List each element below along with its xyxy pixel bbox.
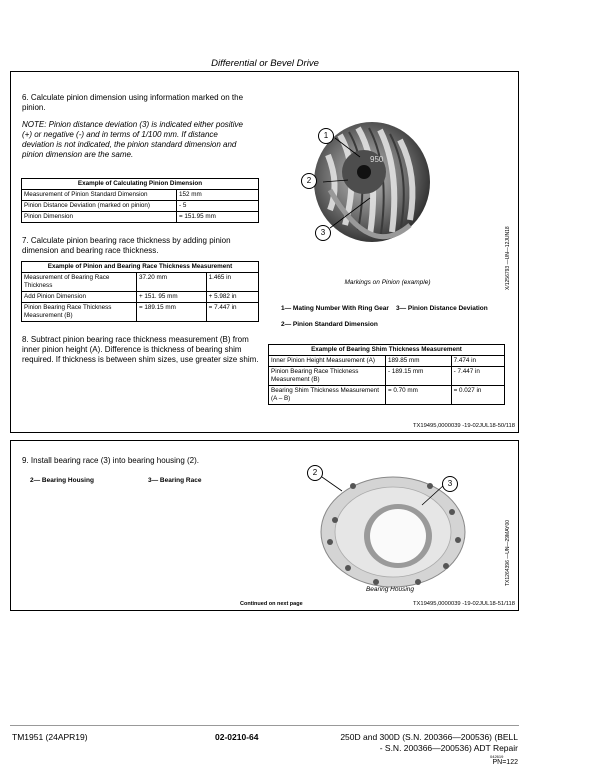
continued-note: Continued on next page	[240, 601, 303, 607]
footer-manual-id: TM1951 (24APR19)	[12, 732, 88, 742]
callout-3: 3	[315, 225, 331, 241]
step-6-note: NOTE: Pinion distance deviation (3) is indicated either positive (+) or negative (-) and in terms of 1/100 mm. If distance deviation is not indicated, the pinion standard dimension and pinion dimension are the same.	[22, 120, 243, 159]
legend-item-1: 1— Mating Number With Ring Gear	[281, 305, 389, 312]
figure-2-caption: Bearing Housing	[365, 586, 415, 593]
callout-3: 3	[442, 476, 458, 492]
table-row: Pinion Dimension = 151.95 mm	[22, 212, 259, 223]
table-row: Pinion Bearing Race Thickness Measurement (B) - 189.15 mm - 7.447 in	[269, 367, 505, 386]
legend-bearing-housing: 2— Bearing Housing	[30, 477, 94, 484]
table-row: Add Pinion Dimension + 151. 95 mm + 5.982 in	[22, 292, 259, 303]
shim-thickness-table	[268, 344, 505, 405]
pinion-marking-text: 950	[370, 155, 384, 164]
block-2-border-bottom	[10, 610, 519, 611]
legend-bearing-race: 3— Bearing Race	[148, 477, 202, 484]
callout-2: 2	[301, 173, 317, 189]
legend-item-3: 3— Pinion Distance Deviation	[396, 305, 488, 312]
footer-date-code: 042619	[490, 754, 504, 759]
block-border-left	[10, 71, 11, 432]
step-7-text: 7. Calculate pinion bearing race thickness by adding pinion dimension and bearing race thickness.	[22, 236, 231, 255]
table-title: Example of Calculating Pinion Dimension	[22, 179, 259, 190]
figure-1-side-ref: X/1256793 —UN—12JUN18	[505, 226, 511, 290]
figure-2-side-ref: TX1264396 —UN—29MAY00	[505, 519, 511, 586]
block-border-bottom	[10, 432, 519, 433]
block-2-border-left	[10, 440, 11, 611]
block-2-border-top	[10, 440, 519, 441]
housing-leader-lines	[310, 465, 470, 525]
footer-pn: PN=122	[492, 759, 518, 766]
table-row: Measurement of Bearing Race Thickness 37.20 mm 1.465 in	[22, 273, 259, 292]
section-title: Differential or Bevel Drive	[211, 58, 319, 69]
reference-code-2: TX19495,0000039 -19-02JUL18-51/118	[412, 601, 515, 607]
footer-title-line-1: 250D and 300D (S.N. 200366—200536) (BELL	[340, 732, 518, 742]
table-row: Inner Pinion Height Measurement (A) 189.85 mm 7.474 in	[269, 356, 505, 367]
table-title: Example of Pinion and Bearing Race Thickness Measurement	[22, 262, 259, 273]
header-rule	[10, 71, 519, 72]
bearing-race-table	[21, 261, 259, 322]
block-2-border-right	[518, 440, 519, 611]
table-row: Bearing Shim Thickness Measurement (A – B) = 0.70 mm = 0.027 in	[269, 386, 505, 405]
footer-rule	[10, 725, 519, 726]
figure-1-caption: Markings on Pinion (example)	[344, 279, 431, 286]
table-row: Pinion Bearing Race Thickness Measurement (B) = 189.15 mm = 7.447 in	[22, 303, 259, 322]
table-row: Measurement of Pinion Standard Dimension 152 mm	[22, 190, 259, 201]
footer-machine-title	[330, 732, 518, 754]
legend-item-2: 2— Pinion Standard Dimension	[281, 321, 378, 328]
callout-1: 1	[318, 128, 334, 144]
footer-page-number: 02-0210-64	[215, 732, 259, 742]
pinion-dimension-table	[21, 178, 259, 223]
table-row: Pinion Distance Deviation (marked on pinion) - 5	[22, 201, 259, 212]
block-border-right	[518, 71, 519, 432]
footer-title-line-2: - S.N. 200366—200536) ADT Repair	[379, 743, 518, 753]
step-6-text: 6. Calculate pinion dimension using information marked on the pinion.	[22, 93, 244, 112]
step-8-text: 8. Subtract pinion bearing race thickness measurement (B) from inner pinion height (A). Difference is thickness of bearing shim required. If thickness is between shim sizes, use greater size shim.	[22, 335, 259, 364]
reference-code-1: TX19495,0000039 -19-02JUL18-50/118	[412, 423, 515, 429]
table-title: Example of Bearing Shim Thickness Measurement	[269, 345, 505, 356]
callout-2: 2	[307, 465, 323, 481]
step-9-text: 9. Install bearing race (3) into bearing housing (2).	[22, 456, 199, 465]
